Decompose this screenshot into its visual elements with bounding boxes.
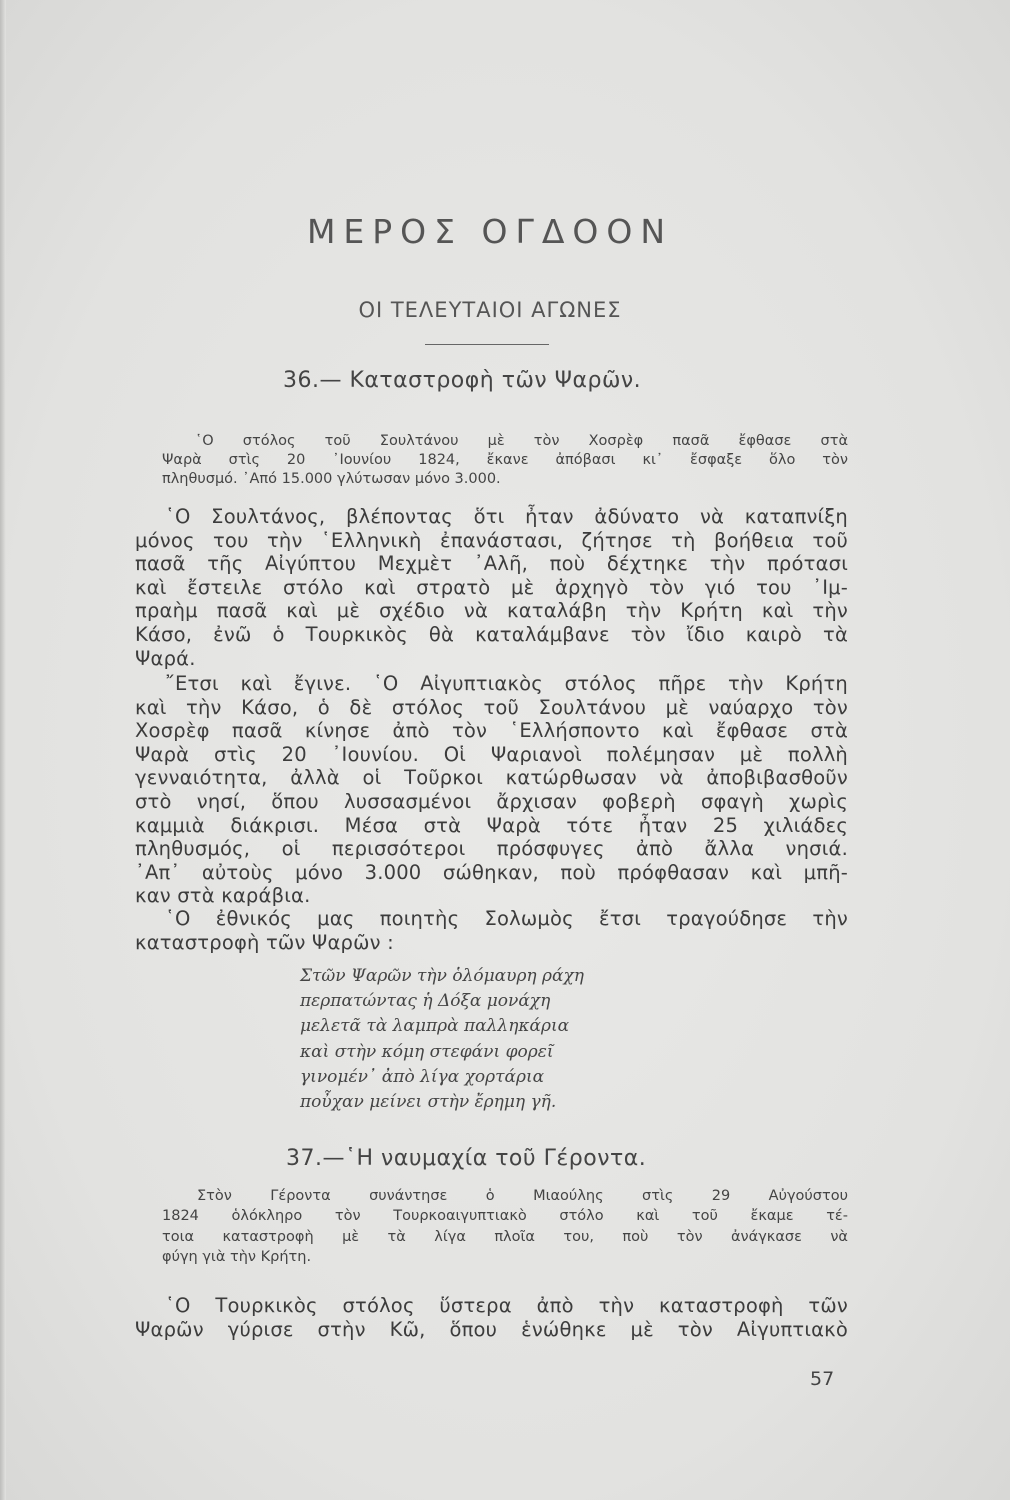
section-36-heading: 36.— Καταστροφὴ τῶν Ψαρῶν.: [283, 368, 642, 393]
text-line: 1824 ὁλόκληρο τὸν Τουρκοαιγυπτιακὸ στόλο καὶ τοῦ ἔκαμε τέ-: [162, 1208, 848, 1225]
page-number: 57: [810, 1368, 835, 1390]
poem-line: μελετᾶ τὰ λαμπρὰ παλληκάρια: [300, 1016, 570, 1037]
poem-line: γινομέν᾽ ἀπὸ λίγα χορτάρια: [300, 1066, 545, 1087]
text-line: καὶ τὴν Κάσο, ὁ δὲ στόλος τοῦ Σουλτάνου μὲ ναύαρχο τὸν: [135, 695, 848, 719]
text-line: ῾Ο στόλος τοῦ Σουλτάνου μὲ τὸν Χοσρὲφ πασᾶ ἔφθασε στὰ: [195, 433, 848, 449]
text-line: ῾Ο Σουλτάνος, βλέποντας ὅτι ἦταν ἀδύνατο νὰ καταπνίξη: [165, 505, 848, 528]
text-line: τοια καταστροφὴ μὲ τὰ λίγα πλοῖα του, ποὺ τὸν ἀνάγκασε νὰ: [162, 1228, 848, 1245]
text-line: στὸ νησί, ὅπου λυσσασμένοι ἄρχισαν φοβερὴ σφαγὴ χωρὶς: [135, 790, 848, 813]
divider-rule: [425, 344, 549, 345]
text-line: ῎Ετσι καὶ ἔγινε. ῾Ο Αἰγυπτιακὸς στόλος πῆρε τὴν Κρήτη: [165, 672, 848, 695]
text-line: Ψαρὰ στὶς 20 ᾽Ιουνίου 1824, ἔκανε ἀπόβασι κι᾽ ἔσφαξε ὅλο τὸν: [162, 452, 848, 469]
section-37-heading: 37.—῾Η ναυμαχία τοῦ Γέροντα.: [286, 1146, 647, 1171]
text-line: καμμιὰ διάκρισι. Μέσα στὰ Ψαρὰ τότε ἦταν 25 χιλιάδες: [135, 813, 848, 837]
text-line: μόνος του τὴν ῾Ελληνικὴ ἐπανάστασι, ζήτησε τὴ βοήθεια τοῦ: [135, 528, 848, 552]
poem-line: καὶ στὴν κόμη στεφάνι φορεῖ: [300, 1041, 554, 1062]
text-line: Κάσο, ἐνῶ ὁ Τουρκικὸς θὰ καταλάμβανε τὸν ἴδιο καιρὸ τὰ: [135, 623, 848, 646]
text-line: Ψαρὰ στὶς 20 ᾽Ιουνίου. Οἱ Ψαριανοὶ πολέμησαν μὲ πολλὴ: [135, 742, 848, 766]
text-line: πληθυσμό. ᾽Από 15.000 γλύτωσαν μόνο 3.000.: [162, 471, 501, 488]
text-line: ῾Ο Τουρκικὸς στόλος ὕστερα ἀπὸ τὴν καταστροφὴ τῶν: [165, 1294, 848, 1317]
part-subtitle: ΟΙ ΤΕΛΕΥΤΑΙΟΙ ΑΓΩΝΕΣ: [358, 298, 622, 322]
text-line: πραὴμ πασᾶ καὶ μὲ σχέδιο νὰ καταλάβη τὴν Κρήτη καὶ τὴν: [135, 599, 848, 623]
text-line: πασᾶ τῆς Αἰγύπτου Μεχμὲτ ᾽Αλῆ, ποὺ δέχτηκε τὴν πρότασι: [135, 552, 848, 576]
text-line: ᾽Απ᾽ αὐτοὺς μόνο 3.000 σώθηκαν, ποὺ πρόφθασαν καὶ μπῆ-: [135, 860, 848, 884]
text-line: πληθυσμός, οἱ περισσότεροι πρόσφυγες ἀπὸ ἄλλα νησιά.: [135, 837, 848, 861]
text-line: Ψαρῶν γύρισε στὴν Κῶ, ὅπου ἑνώθηκε μὲ τὸν Αἰγυπτιακὸ: [135, 1318, 848, 1341]
text-line: Χοσρὲφ πασᾶ κίνησε ἀπὸ τὸν ῾Ελλήσποντο καὶ ἔφθασε στὰ: [135, 719, 848, 743]
poem-line: Στῶν Ψαρῶν τὴν ὁλόμαυρη ράχη: [300, 966, 584, 986]
poem-line: περπατώντας ἡ Δόξα μονάχη: [300, 991, 551, 1012]
part-title: ΜΕΡΟΣ ΟΓΔΟΟΝ: [306, 212, 674, 251]
text-line: φύγη γιὰ τὴν Κρήτη.: [162, 1248, 312, 1265]
poem-line: ποὖχαν μείνει στὴν ἔρημη γῆ.: [300, 1092, 557, 1112]
text-line: καν στὰ καράβια.: [135, 884, 311, 908]
text-line: γενναιότητα, ἀλλὰ οἱ Τοῦρκοι κατώρθωσαν νὰ ἀποβιβασθοῦν: [135, 766, 848, 790]
text-line: καὶ ἔστειλε στόλο καὶ στρατὸ μὲ ἀρχηγὸ τὸν γιό του ᾽Ιμ-: [135, 575, 848, 599]
text-line: Στὸν Γέροντα συνάντησε ὁ Μιαούλης στὶς 29 Αὐγούστου: [197, 1188, 848, 1204]
text-line: Ψαρά.: [135, 646, 196, 670]
text-line: καταστροφὴ τῶν Ψαρῶν :: [135, 930, 394, 954]
text-line: ῾Ο ἐθνικός μας ποιητὴς Σολωμὸς ἔτσι τραγούδησε τὴν: [165, 907, 848, 930]
